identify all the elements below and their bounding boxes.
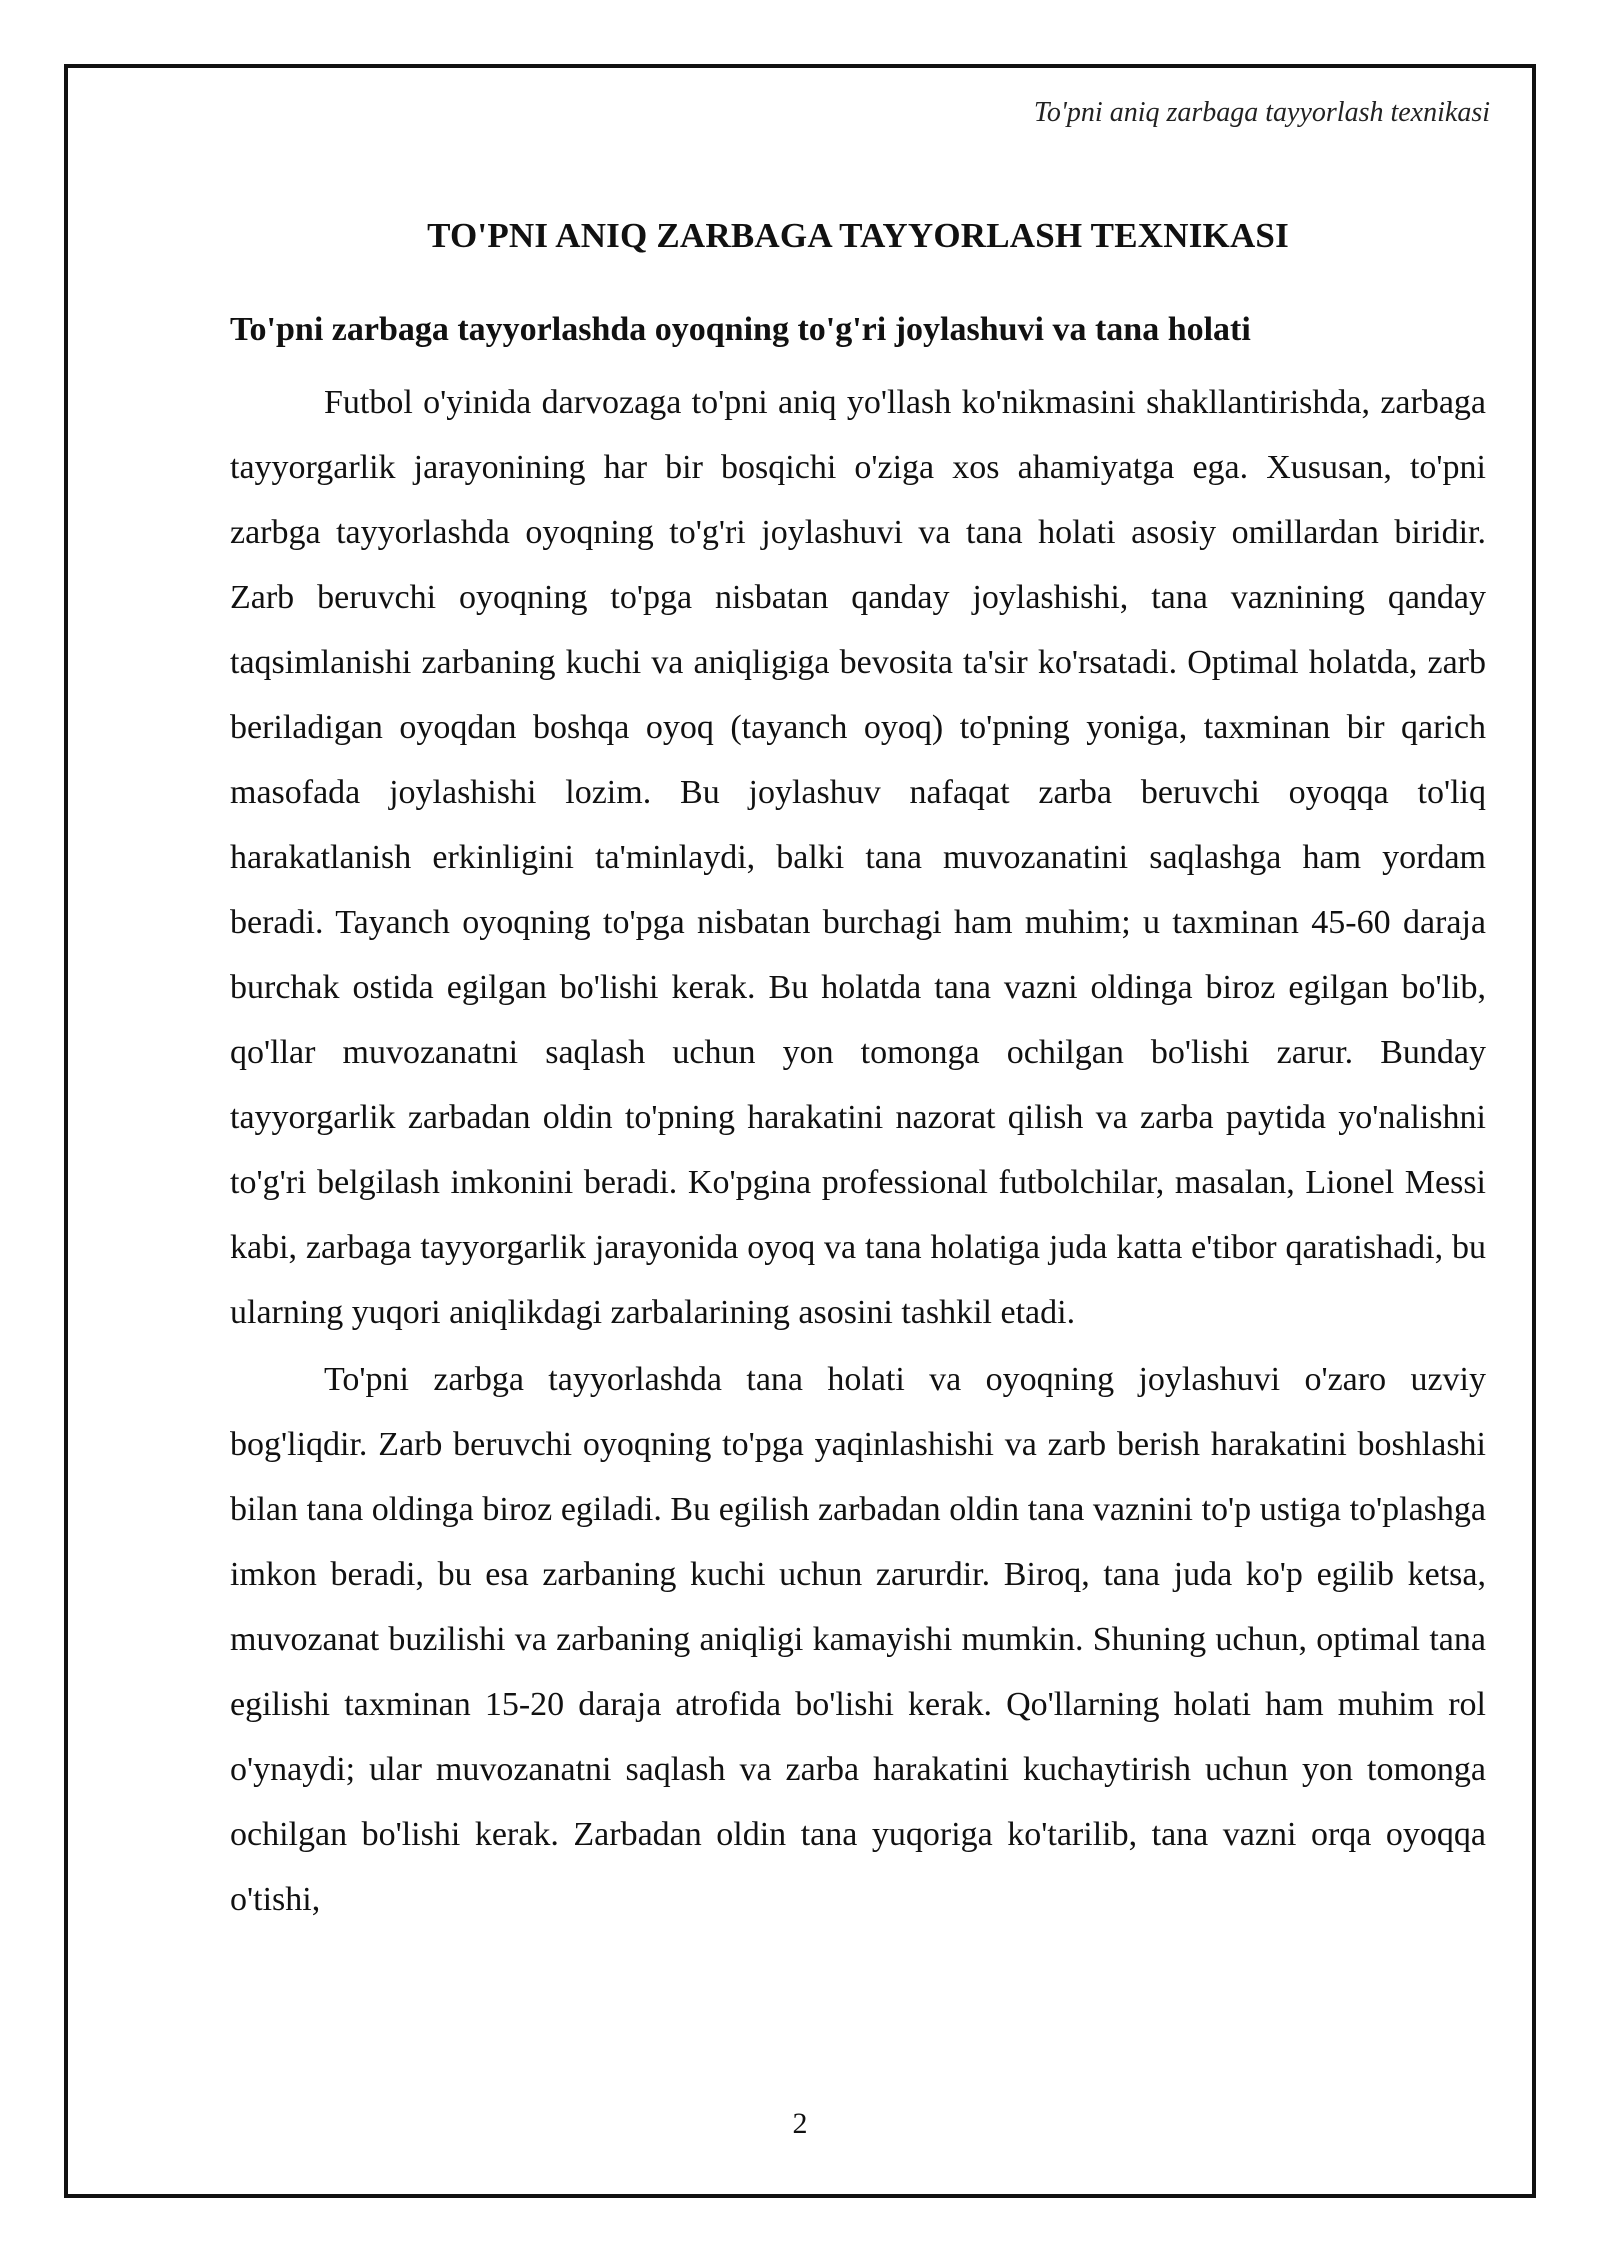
- paragraph-2: To'pni zarbga tayyorlashda tana holati va oyoqning joylashuvi o'zaro uzviy bog'liqdir. Zarb beruvchi oyoqning to'pga yaqinlashishi va zarb berish harakatini boshlashi bilan tana oldinga biroz egiladi. Bu egilish zarbadan oldin tana vaznini to'p ustiga to'plashga imkon beradi, bu esa zarbaning kuchi uchun zarurdir. Biroq, tana juda ko'p egilib ketsa, muvozanat buzilishi va zarbaning aniqligi kamayishi mumkin. Shuning uchun, optimal tana egilishi taxminan 15-20 daraja atrofida bo'lishi kerak. Qo'llarning holati ham muhim rol o'ynaydi; ular muvozanatni saqlash va zarba harakatini kuchaytirish uchun yon tomonga ochilgan bo'lishi kerak. Zarbadan oldin tana yuqoriga ko'tarilib, tana vazni orqa oyoqqa o'tishi,: [230, 1361, 1486, 1918]
- paragraph-1: Futbol o'yinida darvozaga to'pni aniq yo'llash ko'nikmasini shakllantirishda, zarbaga tayyorgarlik jarayonining har bir bosqichi o'ziga xos ahamiyatga ega. Xususan, to'pni zarbga tayyorlashda oyoqning to'g'ri joylashuvi va tana holati asosiy omillardan biridir. Zarb beruvchi oyoqning to'pga nisbatan qanday joylashishi, tana vaznining qanday taqsimlanishi zarbaning kuchi va aniqligiga bevosita ta'sir ko'rsatadi. Optimal holatda, zarb beriladigan oyoqdan boshqa oyoq (tayanch oyoq) to'pning yoniga, taxminan bir qarich masofada joylashishi lozim. Bu joylashuv nafaqat zarba beruvchi oyoqqa to'liq harakatlanish erkinligini ta'minlaydi, balki tana muvozanatini saqlashga ham yordam beradi. Tayanch oyoqning to'pga nisbatan burchagi ham muhim; u taxminan 45-60 daraja burchak ostida egilgan bo'lishi kerak. Bu holatda tana vazni oldinga biroz egilgan bo'lib, qo'llar muvozanatni saqlash uchun yon tomonga ochilgan bo'lishi zarur. Bunday tayyorgarlik zarbadan oldin to'pning harakatini nazorat qilish va zarba paytida yo'nalishni to'g'ri belgilash imkonini beradi. Ko'pgina professional futbolchilar, masalan, Lionel Messi kabi, zarbaga tayyorgarlik jarayonida oyoq va tana holatiga juda katta e'tibor qaratishadi, bu ularning yuqori aniqlikdagi zarbalarining asosini tashkil etadi.: [230, 384, 1486, 1331]
- page-number: 2: [792, 2107, 808, 2140]
- running-header: To'pni aniq zarbaga tayyorlash texnikasi: [1033, 97, 1490, 128]
- section-heading: To'pni zarbaga tayyorlashda oyoqning to'g'ri joylashuvi va tana holati: [230, 311, 1251, 348]
- document-body: [230, 210, 1486, 1934]
- document-title: TO'PNI ANIQ ZARBAGA TAYYORLASH TEXNIKASI: [427, 216, 1289, 255]
